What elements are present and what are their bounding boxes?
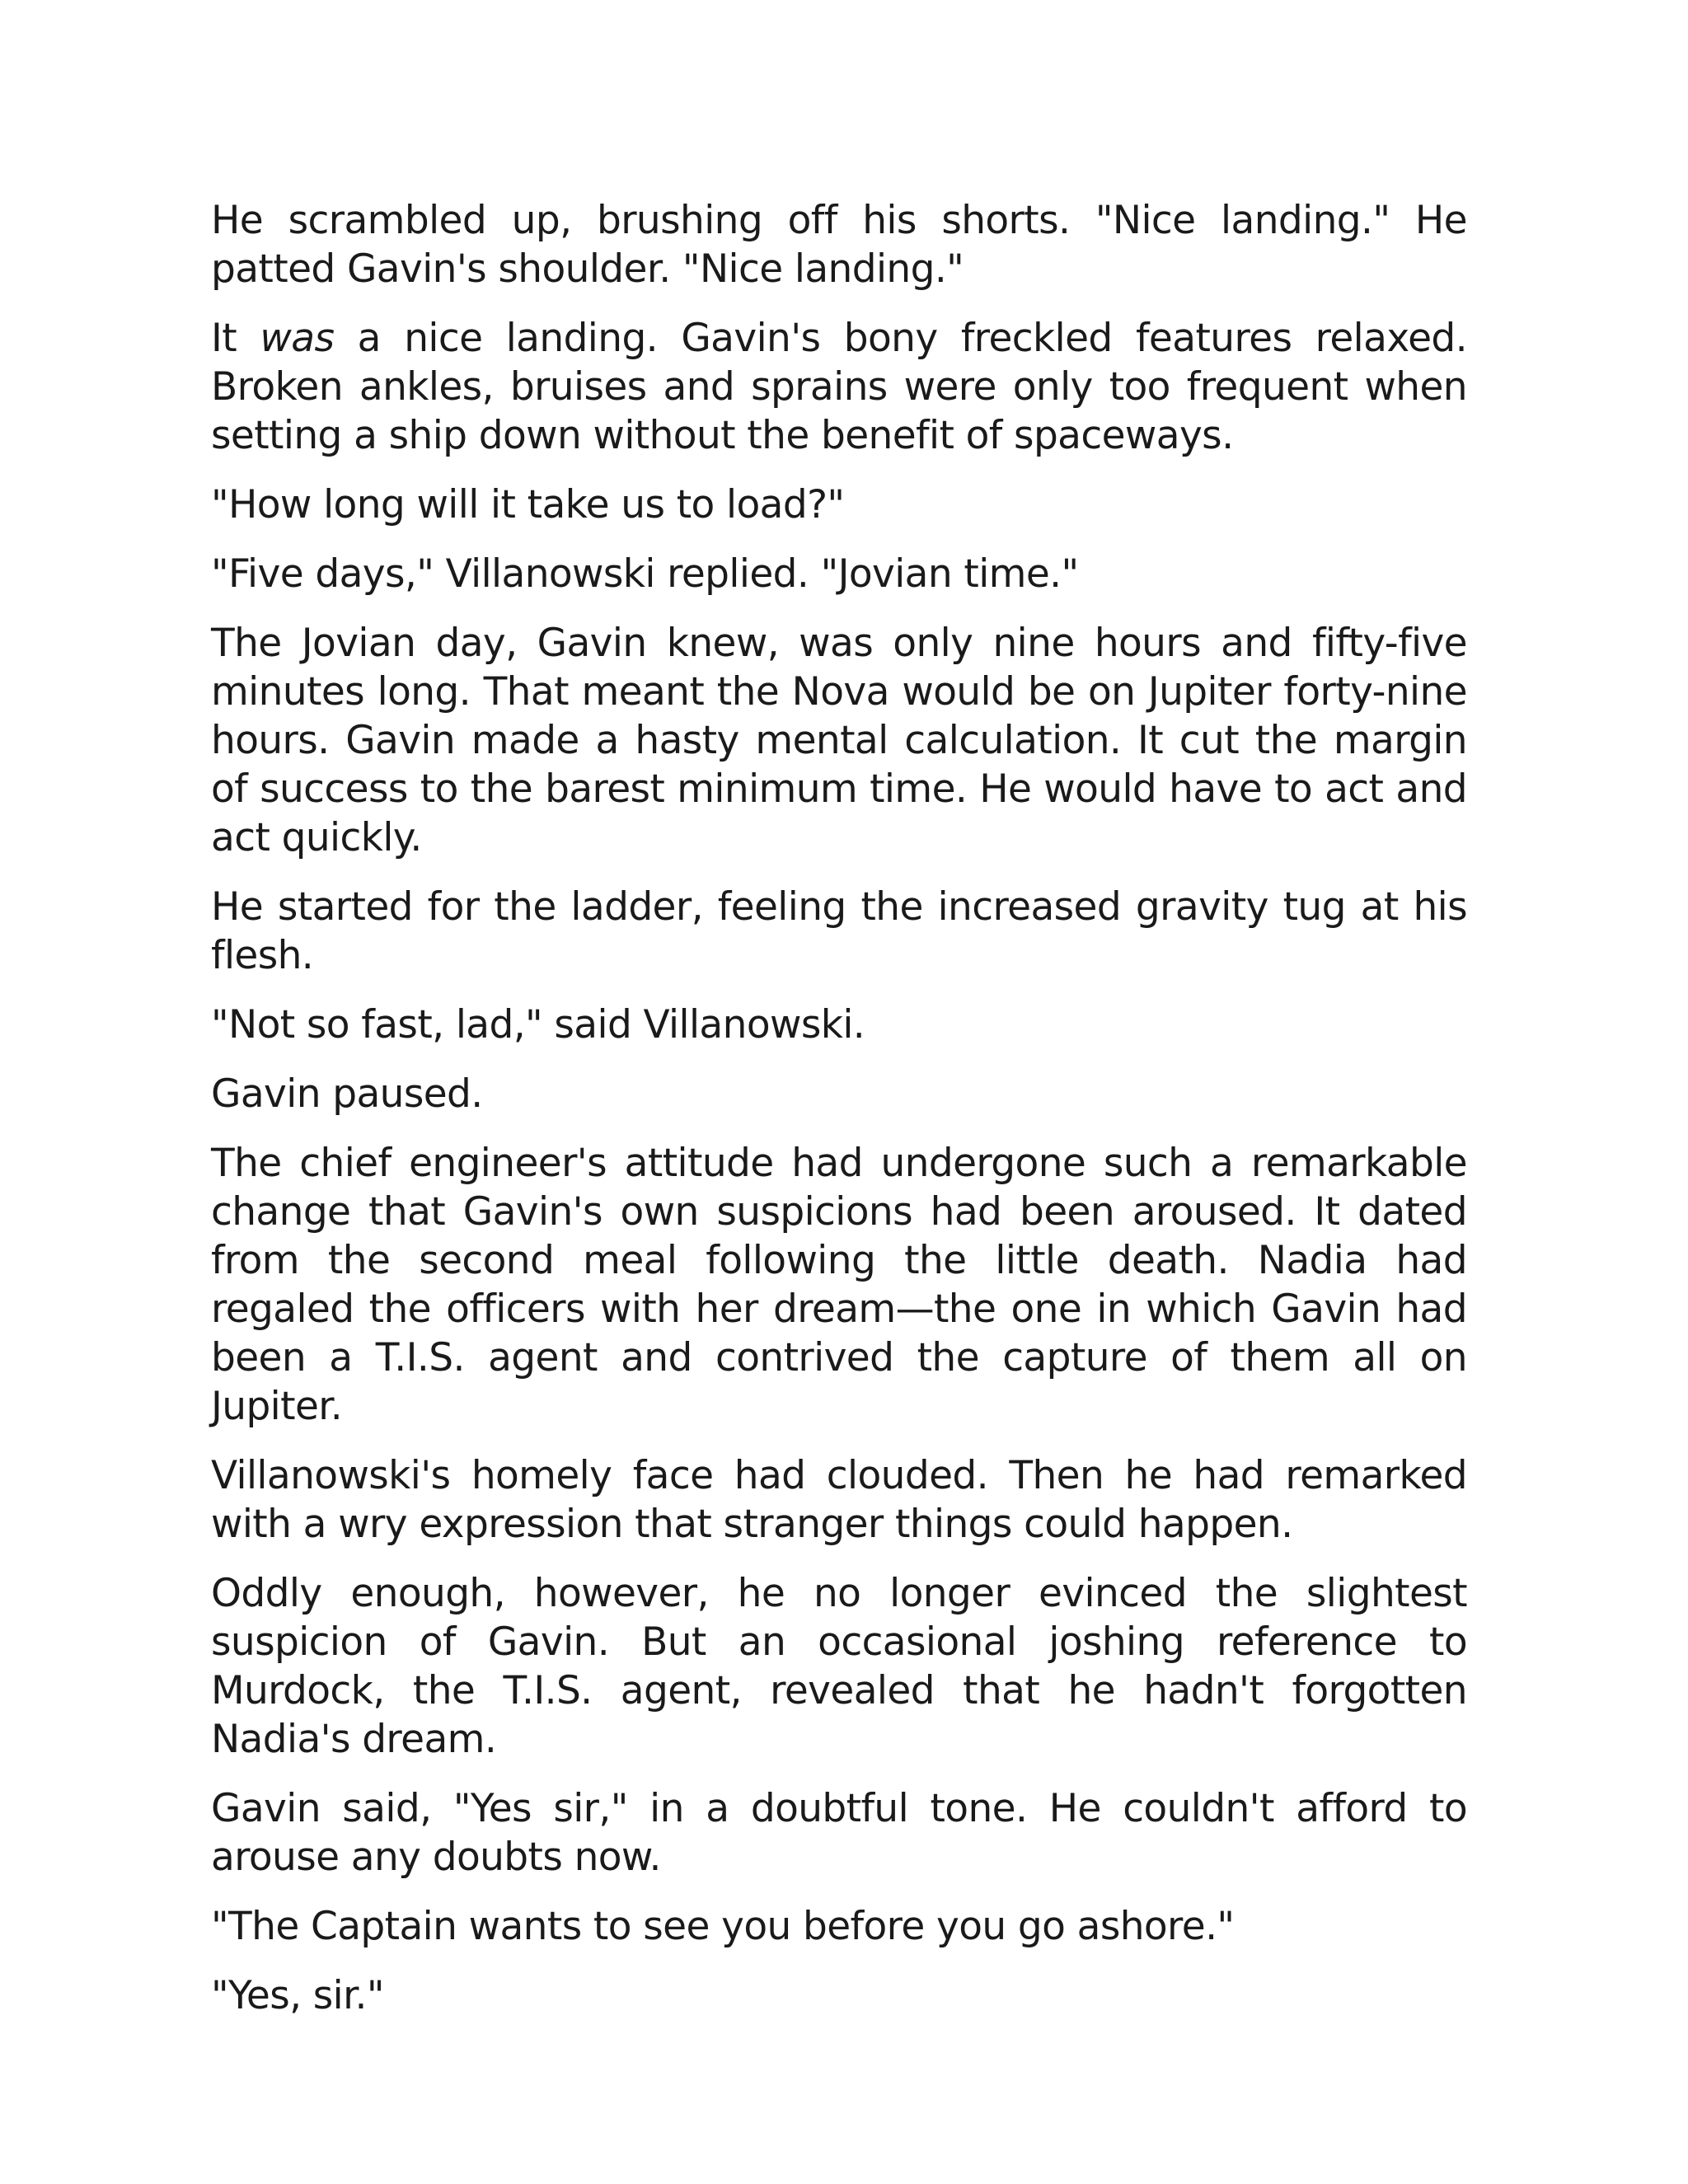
paragraph-text: It bbox=[211, 316, 260, 361]
paragraph: "Five days," Villanowski replied. "Jovian time." bbox=[211, 551, 1079, 597]
paragraph: Gavin paused. bbox=[211, 1071, 483, 1117]
paragraph: "Yes, sir." bbox=[211, 1973, 384, 2018]
emphasized-word: was bbox=[260, 316, 335, 361]
paragraph: "The Captain wants to see you before you go ashore." bbox=[211, 1904, 1235, 1949]
paragraph-text: a nice landing. Gavin's bony freckled features relaxed. Broken ankles, bruises and sprains were only too frequent when setting a ship down without the benefit of spaceways. bbox=[211, 316, 1468, 458]
paragraph: The Jovian day, Gavin knew, was only nine hours and fifty-five minutes long. That meant the Nova would be on Jupiter forty-nine hours. Gavin made a hasty mental calculation. It cut the margin of success to the barest minimum time. He would have to act and act quickly. bbox=[211, 621, 1467, 860]
paragraph: "Not so fast, lad," said Villanowski. bbox=[211, 1002, 865, 1047]
paragraph bbox=[211, 314, 1467, 460]
paragraph: "How long will it take us to load?" bbox=[211, 482, 845, 527]
paragraph: Gavin said, "Yes sir," in a doubtful tone. He couldn't afford to arouse any doubts now. bbox=[211, 1786, 1467, 1880]
paragraph: The chief engineer's attitude had undergone such a remarkable change that Gavin's own suspicions had been aroused. It dated from the second meal following the little death. Nadia had regaled the officers with her dream—the one in which Gavin had been a T.I.S. agent and contrived the capture of them all on Jupiter. bbox=[211, 1141, 1467, 1429]
paragraph: He started for the ladder, feeling the increased gravity tug at his flesh. bbox=[211, 884, 1467, 978]
paragraph: He scrambled up, brushing off his shorts. "Nice landing." He patted Gavin's shoulder. "Nice landing." bbox=[211, 198, 1467, 292]
page-text bbox=[211, 196, 1467, 2041]
paragraph: Villanowski's homely face had clouded. Then he had remarked with a wry expression that stranger things could happen. bbox=[211, 1453, 1467, 1547]
paragraph: Oddly enough, however, he no longer evinced the slightest suspicion of Gavin. But an occasional joshing reference to Murdock, the T.I.S. agent, revealed that he hadn't forgotten Nadia's dream. bbox=[211, 1571, 1467, 1762]
